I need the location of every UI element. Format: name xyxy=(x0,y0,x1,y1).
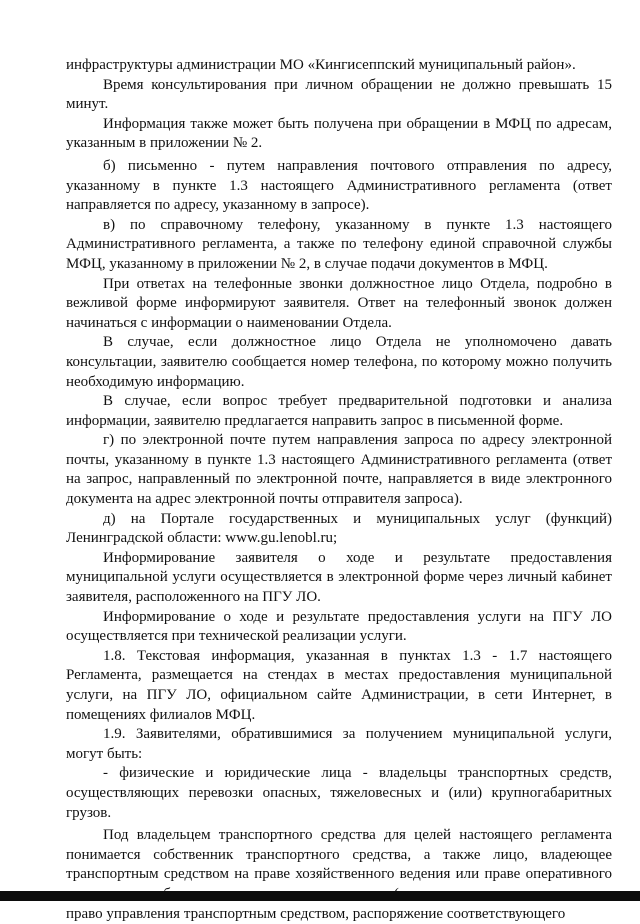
paragraph-continuation: инфраструктуры администрации МО «Кингисеппский муниципальный район». xyxy=(66,57,576,73)
paragraph-consultation-time: Время консультирования при личном обращении не должно превышать 15 минут. xyxy=(66,76,612,113)
paragraph-section-1-8: 1.8. Текстовая информация, указанная в пунктах 1.3 - 1.7 настоящего Регламента, размещается на стендах в местах предоставления муниципальной услуги, на ПГУ ЛО, официальном сайте Администрации, в сети Интернет, в помещениях филиалов МФЦ. xyxy=(66,647,612,723)
paragraph-written-request: б) письменно - путем направления почтового отправления по адресу, указанному в пункте 1.3 настоящего Административного регламента (ответ направляется по адресу, указанному в запросе). xyxy=(66,157,612,214)
paragraph-not-authorized: В случае, если должностное лицо Отдела не уполномочено давать консультации, заявителю сообщается номер телефона, по которому можно получить необходимую информацию. xyxy=(66,334,612,390)
paragraph-email-request: г) по электронной почте путем направления запроса по адресу электронной почты, указанному в пункте 1.3 настоящего Административного регламента (ответ на запрос, направленный по электронной почте, направляется в виде электронного документа на адрес электронной почты отправителя запроса). xyxy=(66,432,612,508)
paragraph-section-1-9: 1.9. Заявителями, обратившимися за получением муниципальной услуги, могут быть: xyxy=(66,726,612,762)
scan-bottom-edge xyxy=(0,891,640,901)
paragraph-technical-implementation: Информирование о ходе и результате предоставления услуги на ПГУ ЛО осуществляется при технической реализации услуги. xyxy=(66,608,612,645)
paragraph-phone-request: в) по справочному телефону, указанному в пункте 1.3 настоящего Административного регламента, а также по телефону единой справочной службы МФЦ, указанному в приложении № 2, в случае подачи документов в МФЦ. xyxy=(66,216,612,272)
paragraph-mfc-info: Информация также может быть получена при обращении в МФЦ по адресам, указанным в приложении № 2. xyxy=(66,115,612,152)
paragraph-applicants-list: - физические и юридические лица - владельцы транспортных средств, осуществляющих перевозки опасных, тяжеловесных и (или) крупногабаритных грузов. xyxy=(66,765,612,821)
paragraph-vehicle-owner: Под владельцем транспортного средства для целей настоящего регламента понимается собственник транспортного средства, а также лицо, владеющее транспортным средством на праве хозяйственного ведения или праве оперативного право управления транспортным средством, распоряжение соответствующего xyxy=(66,827,612,922)
paragraph-phone-answers: При ответах на телефонные звонки должностное лицо Отдела, подробно в вежливой форме информируют заявителя. Ответ на телефонный звонок должен начинаться с информации о наименовании Отдела. xyxy=(66,275,612,331)
paragraph-electronic-informing: Информирование заявителя о ходе и результате предоставления муниципальной услуги осуществляется в электронной форме через личный кабинет заявителя, расположенного на ПГУ ЛО. xyxy=(66,549,612,606)
paragraph-written-form: В случае, если вопрос требует предварительной подготовки и анализа информации, заявителю предлагается направить запрос в письменной форме. xyxy=(66,393,612,429)
paragraph-portal: д) на Портале государственных и муниципальных услуг (функций) Ленинградской области: www.gu.lenobl.ru; xyxy=(66,510,612,547)
document-page xyxy=(66,56,612,924)
